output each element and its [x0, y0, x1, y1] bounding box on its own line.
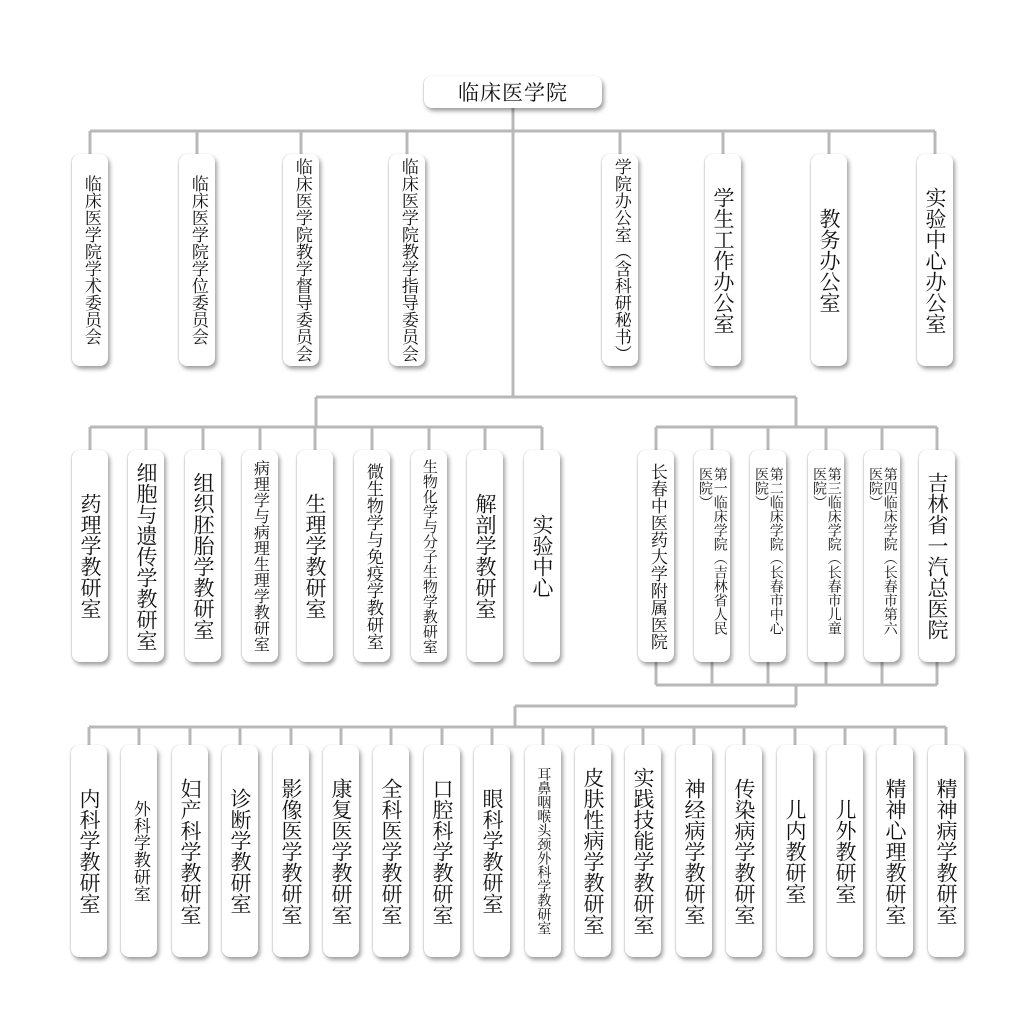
- hospital-6-label: 吉林省一汽总医院: [925, 472, 950, 640]
- clinical-dept-11-label: 皮肤性病学教研室: [581, 767, 606, 935]
- admin-unit-6-label: 学生工作办公室: [711, 186, 736, 334]
- basic-dept-5: [297, 450, 333, 662]
- basic-dept-1: [72, 450, 108, 662]
- basic-dept-6: [354, 450, 390, 662]
- clinical-dept-12: [625, 745, 661, 957]
- basic-dept-4: [242, 450, 278, 662]
- clinical-dept-10: [525, 745, 561, 957]
- clinical-dept-4-label: 诊断学教研室: [228, 788, 253, 914]
- basic-dept-3-label: 组织胚胎学教研室: [191, 472, 216, 640]
- hospital-5: [864, 450, 900, 662]
- hospital-4-label: 第三临床学院（长春市儿童医院）: [811, 467, 842, 635]
- admin-unit-5-label: 学院办公室（含科研秘书）: [610, 158, 631, 362]
- basic-dept-2-label: 细胞与遗传学教研室: [134, 461, 159, 651]
- basic-dept-2: [128, 450, 164, 662]
- clinical-dept-6: [323, 745, 359, 957]
- clinical-dept-18: [928, 745, 964, 957]
- basic-dept-8-label: 解剖学教研室: [473, 493, 498, 619]
- admin-unit-2-label: 临床医学院学位委员会: [187, 175, 208, 345]
- clinical-dept-1-label: 内科学教研室: [77, 788, 102, 914]
- admin-unit-8-label: 实验中心办公室: [923, 186, 948, 334]
- hospital-4: [808, 450, 844, 662]
- admin-unit-1: [72, 154, 108, 366]
- clinical-dept-9-label: 眼科学教研室: [480, 788, 505, 914]
- admin-unit-8: [917, 154, 953, 366]
- clinical-dept-6-label: 康复医学教研室: [329, 777, 354, 925]
- clinical-dept-16: [827, 745, 863, 957]
- hospital-1-label: 长春中医药大学附属医院: [646, 462, 667, 650]
- basic-dept-9: [524, 450, 560, 662]
- clinical-dept-2: [121, 745, 157, 957]
- admin-unit-1-label: 临床医学院学术委员会: [80, 175, 101, 345]
- clinical-dept-17: [877, 745, 913, 957]
- clinical-dept-13-label: 神经病学教研室: [682, 777, 707, 925]
- clinical-dept-5-label: 影像医学教研室: [279, 777, 304, 925]
- clinical-dept-7-label: 全科医学教研室: [379, 777, 404, 925]
- clinical-dept-8-label: 口腔科学教研室: [430, 777, 455, 925]
- root-label: 临床医学院: [458, 81, 568, 105]
- basic-dept-7-label: 生物化学与分子生物学教研室: [420, 458, 439, 654]
- hospital-3: [750, 450, 786, 662]
- clinical-dept-15-label: 儿内教研室: [783, 798, 808, 904]
- clinical-dept-17-label: 精神心理教研室: [883, 777, 908, 925]
- basic-dept-5-label: 生理学教研室: [303, 493, 328, 619]
- clinical-dept-16-label: 儿外教研室: [833, 798, 858, 904]
- clinical-dept-15: [777, 745, 813, 957]
- admin-unit-2: [179, 154, 215, 366]
- admin-unit-6: [705, 154, 741, 366]
- clinical-dept-4: [222, 745, 258, 957]
- clinical-dept-10-label: 耳鼻咽喉头颈外科学教研室: [535, 767, 552, 935]
- basic-dept-3: [185, 450, 221, 662]
- admin-unit-4: [389, 154, 425, 366]
- clinical-dept-1: [71, 745, 107, 957]
- clinical-dept-12-label: 实践技能学教研室: [631, 767, 656, 935]
- basic-dept-7: [411, 450, 447, 662]
- basic-dept-6-label: 微生物学与免疫学教研室: [362, 462, 383, 650]
- hospital-2-label: 第一临床学院（吉林省人民医院）: [697, 467, 728, 635]
- hospital-2: [694, 450, 730, 662]
- hospital-1: [638, 450, 674, 662]
- clinical-dept-8: [424, 745, 460, 957]
- basic-dept-9-label: 实验中心: [530, 514, 555, 598]
- clinical-dept-11: [575, 745, 611, 957]
- hospital-5-label: 第四临床学院（长春市第六医院）: [867, 467, 898, 635]
- clinical-dept-14: [726, 745, 762, 957]
- admin-unit-3-label: 临床医学院教学督导委员会: [291, 158, 312, 362]
- admin-unit-7-label: 教务办公室: [817, 207, 842, 313]
- clinical-dept-7: [373, 745, 409, 957]
- clinical-dept-9: [474, 745, 510, 957]
- admin-unit-3: [283, 154, 319, 366]
- clinical-dept-2-label: 外科学教研室: [129, 800, 150, 902]
- basic-dept-8: [467, 450, 503, 662]
- basic-dept-4-label: 病理学与病理生理学教研室: [251, 460, 271, 652]
- root-node: [424, 76, 602, 108]
- clinical-dept-13: [676, 745, 712, 957]
- clinical-dept-14-label: 传染病学教研室: [732, 777, 757, 925]
- clinical-dept-3: [172, 745, 208, 957]
- admin-unit-5: [602, 154, 638, 366]
- admin-unit-7: [811, 154, 847, 366]
- basic-dept-1-label: 药理学教研室: [78, 493, 103, 619]
- clinical-dept-5: [273, 745, 309, 957]
- hospital-6: [919, 450, 955, 662]
- clinical-dept-18-label: 精神病学教研室: [934, 777, 959, 925]
- clinical-dept-3-label: 妇产科学教研室: [178, 777, 203, 925]
- hospital-3-label: 第二临床学院（长春市中心医院）: [753, 467, 784, 635]
- admin-unit-4-label: 临床医学院教学指导委员会: [397, 158, 418, 362]
